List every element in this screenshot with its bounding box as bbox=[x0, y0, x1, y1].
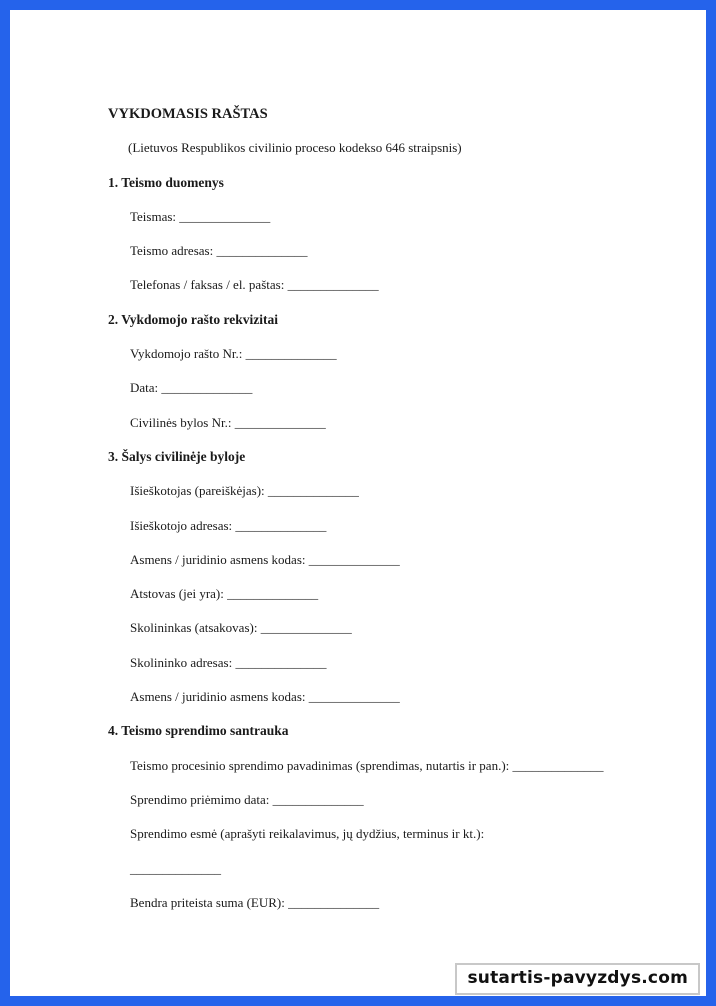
form-line-data bbox=[108, 371, 686, 405]
form-line-skolininkas bbox=[108, 611, 686, 645]
field-label: Telefonas / faksas / el. paštas: bbox=[130, 277, 285, 293]
form-line-sprendimo-priemimo-data bbox=[108, 783, 686, 817]
field-blank: ______________ bbox=[260, 620, 352, 636]
document-content bbox=[108, 97, 686, 920]
field-blank: ______________ bbox=[512, 757, 604, 773]
field-blank: ______________ bbox=[267, 483, 359, 499]
form-line-isieskotojas bbox=[108, 474, 686, 508]
field-label: Teismo procesinio sprendimo pavadinimas (sprendimas, nutartis ir pan.): bbox=[130, 757, 510, 773]
field-blank: ______________ bbox=[179, 208, 271, 224]
form-line-sprendimo-pavadinimas bbox=[108, 749, 686, 783]
section-heading-3: 3. Šalys civilinėje byloje bbox=[108, 448, 246, 464]
field-label: Išieškotojas (pareiškėjas): bbox=[130, 483, 265, 499]
form-line-teismas bbox=[108, 200, 686, 234]
field-label: Skolininko adresas: bbox=[130, 654, 233, 670]
field-blank: ______________ bbox=[161, 380, 253, 396]
field-blank: ______________ bbox=[287, 277, 379, 293]
field-label: Atstovas (jei yra): bbox=[130, 586, 224, 602]
field-label: Išieškotojo adresas: bbox=[130, 517, 233, 533]
watermark-text: sutartis-pavyzdys.com bbox=[467, 968, 688, 988]
form-line-isieskotojo-adresas bbox=[108, 509, 686, 543]
field-blank: ______________ bbox=[234, 414, 326, 430]
field-label: Sprendimo priėmimo data: bbox=[130, 791, 270, 807]
form-line-civilines-bylos-nr bbox=[108, 406, 686, 440]
form-line-sprendimo-esme bbox=[108, 817, 686, 851]
form-line-bendra-suma bbox=[108, 886, 686, 920]
field-blank: ______________ bbox=[216, 243, 308, 259]
field-blank: ______________ bbox=[235, 517, 327, 533]
field-blank: ______________ bbox=[130, 860, 221, 876]
field-label: Vykdomojo rašto Nr.: bbox=[130, 346, 243, 362]
section-heading-2: 2. Vykdomojo rašto rekvizitai bbox=[108, 311, 279, 327]
field-blank: ______________ bbox=[288, 894, 380, 910]
field-label: Asmens / juridinio asmens kodas: bbox=[130, 689, 306, 705]
form-line-atstovas bbox=[108, 577, 686, 611]
field-label: Sprendimo esmė (aprašyti reikalavimus, jų dydžius, terminus ir kt.): bbox=[130, 826, 485, 842]
field-blank: ______________ bbox=[272, 791, 364, 807]
document-title: VYKDOMASIS RAŠTAS bbox=[108, 106, 268, 122]
form-line-asmens-kodas-2 bbox=[108, 680, 686, 714]
field-label: Bendra priteista suma (EUR): bbox=[130, 894, 285, 910]
field-blank: ______________ bbox=[235, 654, 327, 670]
field-blank: ______________ bbox=[308, 689, 400, 705]
field-label: Data: bbox=[130, 380, 159, 396]
field-blank: ______________ bbox=[227, 586, 319, 602]
form-line-blank-continuation bbox=[108, 852, 686, 886]
form-line-teismo-adresas bbox=[108, 234, 686, 268]
form-line-asmens-kodas-1 bbox=[108, 543, 686, 577]
field-label: Skolininkas (atsakovas): bbox=[130, 620, 258, 636]
field-label: Civilinės bylos Nr.: bbox=[130, 414, 232, 430]
field-label: Teismo adresas: bbox=[130, 243, 214, 259]
field-label: Asmens / juridinio asmens kodas: bbox=[130, 551, 306, 567]
section-heading-4: 4. Teismo sprendimo santrauka bbox=[108, 723, 289, 739]
watermark-badge[interactable] bbox=[455, 963, 700, 995]
form-line-skolininko-adresas bbox=[108, 646, 686, 680]
field-blank: ______________ bbox=[308, 551, 400, 567]
field-blank: ______________ bbox=[245, 346, 337, 362]
section-heading-1: 1. Teismo duomenys bbox=[108, 174, 224, 190]
field-label: Teismas: bbox=[130, 208, 177, 224]
form-line-telefonas-faksas-pastas bbox=[108, 268, 686, 302]
form-line-vykdomojo-rasto-nr bbox=[108, 337, 686, 371]
document-subtitle: (Lietuvos Respublikos civilinio proceso kodekso 646 straipsnis) bbox=[128, 140, 462, 156]
